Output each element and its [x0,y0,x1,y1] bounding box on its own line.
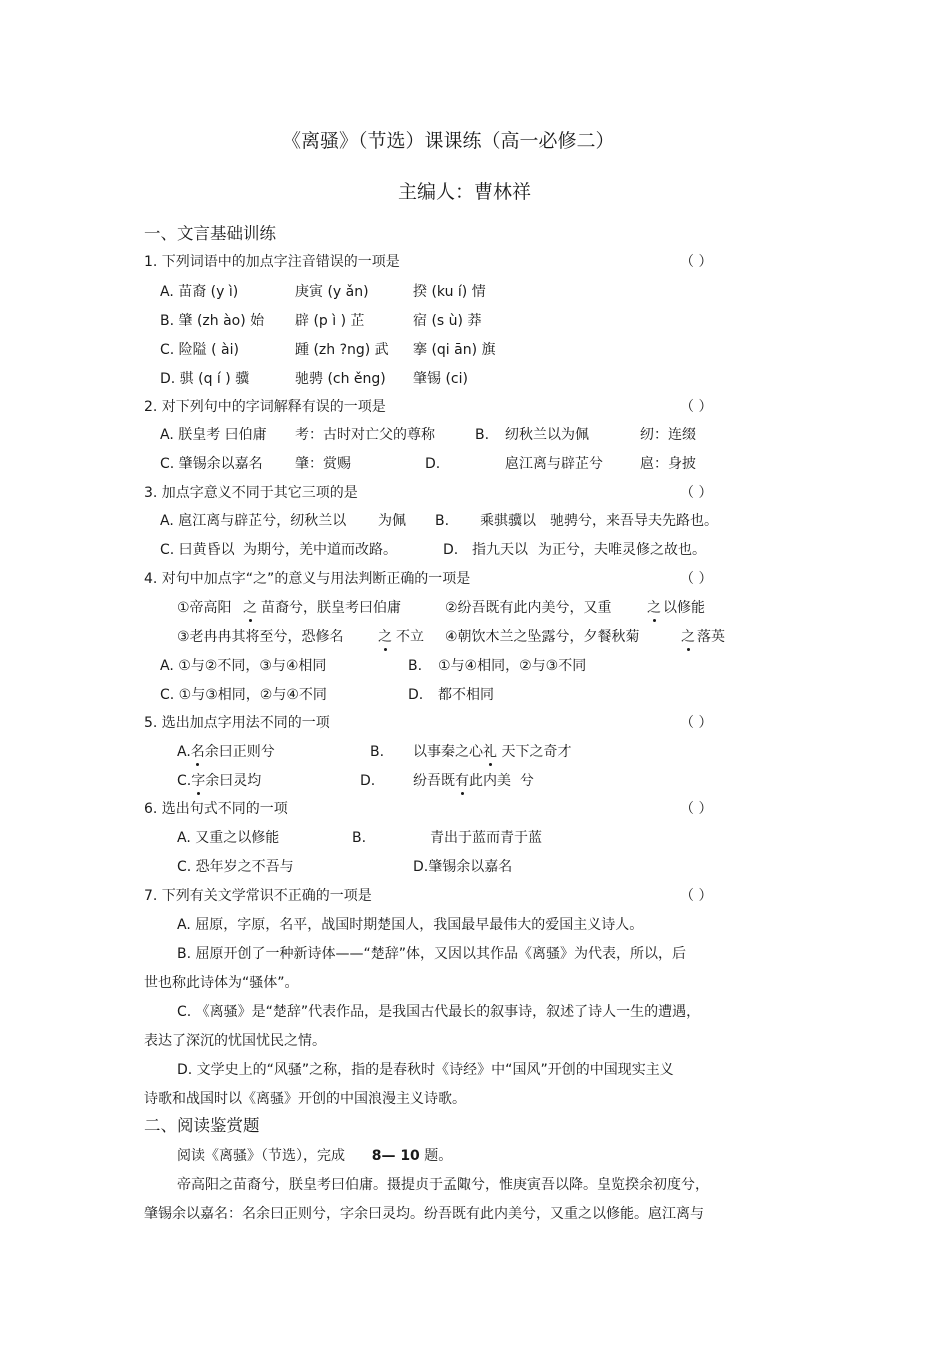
q1-option-b-1: B. 肇 (zh ào) 始 [160,313,265,329]
q1-option-a-1: A. 苗裔 (y ì) [160,284,239,300]
q5-option-b-label: B. [370,744,385,760]
q1-option-d-2: 驰骋 (ch ěng) [295,371,386,387]
q3-option-a-tail: 为佩 [378,513,406,529]
q4-sentence-1-marked: 之 [243,600,257,616]
q5-option-c: C.字余曰灵均 [177,773,262,789]
q7-option-b-line-1: B. 屈原开创了一种新诗体——“楚辞”体，又因以其作品《离骚》为代表，所以，后 [177,946,687,962]
q3-answer-blank[interactable]: （ ） [680,485,713,501]
q4-option-b-label: B. [408,658,423,674]
q4-answer-blank[interactable]: （ ） [680,571,713,587]
q3-option-a: A. 扈江离与辟芷兮，纫秋兰以 [160,513,347,529]
q4-sentence-4-tail: 落英 [697,629,725,645]
q4-sentence-2-head: ②纷吾既有此内美兮，又重 [445,600,612,616]
q7-option-c-line-2: 表达了深沉的忧国忧民之情。 [144,1033,326,1049]
q4-sentence-4-marked: 之 [681,629,695,645]
q6-answer-blank[interactable]: （ ） [680,801,713,817]
q4-sentence-2-tail: 以修能 [663,600,705,616]
q2-answer-blank[interactable]: （ ） [680,399,713,415]
q6-option-d: D.肇锡余以嘉名 [413,859,513,875]
q6-option-b-label: B. [352,830,367,846]
q3-option-d-label: D. [443,542,459,558]
q1-option-a-3: 揆 (ku í) 情 [413,284,486,300]
q2-option-a-gloss: 考：古时对亡父的尊称 [295,427,435,443]
q5-option-d: 纷吾既有此内美 兮 [413,773,534,789]
q3-option-c: C. 曰黄昏以 [160,542,235,558]
q7-option-d-line-2: 诗歌和战国时以《离骚》开创的中国浪漫主义诗歌。 [144,1091,466,1107]
q5-answer-blank[interactable]: （ ） [680,715,713,731]
q3-option-d-tail: 为正兮，夫唯灵修之故也。 [538,542,706,558]
q4-sentence-1-tail: 苗裔兮，朕皇考曰伯庸 [261,600,401,616]
q1-stem: 1. 下列词语中的加点字注音错误的一项是 [144,254,400,270]
q2-option-a: A. 朕皇考 曰伯庸 [160,427,267,443]
q5-option-a: A.名余曰正则兮 [177,744,275,760]
doc-title: 《离骚》（节选）课课练（高一必修二） [282,130,615,152]
q5-option-b: 以事秦之心礼 天下之奇才 [413,744,572,760]
editor-line: 主编人：曹林祥 [398,181,532,203]
q3-option-d: 指九天以 [472,542,528,558]
q7-option-d-line-1: D. 文学史上的“风骚”之称，指的是春秋时《诗经》中“国风”开创的中国现实主义 [177,1062,674,1078]
q3-option-c-tail: 为期兮，羌中道而改路。 [243,542,397,558]
q2-option-d: 扈江离与辟芷兮 [505,456,603,472]
section-heading-1: 一、文言基础训练 [144,224,276,243]
q6-option-b: 青出于蓝而青于蓝 [430,830,542,846]
q6-stem: 6. 选出句式不同的一项 [144,801,288,817]
q1-option-b-3: 宿 (s ù) 莽 [413,313,482,329]
q5-stem: 5. 选出加点字用法不同的一项 [144,715,330,731]
q4-option-b: ①与④相同，②与③不同 [438,658,587,674]
q1-option-c-1: C. 险隘 ( ài) [160,342,239,358]
q1-option-c-3: 搴 (qi ān) 旗 [413,342,496,358]
q7-option-b-line-2: 世也称此诗体为“骚体”。 [144,975,299,991]
q4-option-d-label: D. [408,687,424,703]
q1-option-c-2: 踵 (zh ?ng) 武 [295,342,389,358]
q4-stem: 4. 对句中加点字“之”的意义与用法判断正确的一项是 [144,571,471,587]
q3-stem: 3. 加点字意义不同于其它三项的是 [144,485,358,501]
q2-option-b-gloss: 纫：连缀 [640,427,696,443]
q1-answer-blank[interactable]: （ ） [680,254,713,270]
q2-option-c: C. 肇锡余以嘉名 [160,456,263,472]
q7-stem: 7. 下列有关文学常识不正确的一项是 [144,888,372,904]
section-heading-2: 二、阅读鉴赏题 [144,1116,260,1135]
q3-option-b-label: B. [435,513,450,529]
q6-option-c: C. 恐年岁之不吾与 [177,859,294,875]
q4-option-d: 都不相同 [438,687,494,703]
q2-stem: 2. 对下列句中的字词解释有误的一项是 [144,399,386,415]
q2-option-c-gloss: 肇：赏赐 [295,456,351,472]
q7-answer-blank[interactable]: （ ） [680,888,713,904]
q2-option-b-label: B. [475,427,490,443]
q4-sentence-3-head: ③老冉冉其将至兮，恐修名 [177,629,344,645]
q4-option-c: C. ①与③相同，②与④不同 [160,687,327,703]
q1-option-a-2: 庚寅 (y ǎn) [295,284,369,300]
q4-sentence-1-head: ①帝高阳 [177,600,232,616]
q2-option-b: 纫秋兰以为佩 [505,427,589,443]
q4-sentence-3-tail: 不立 [396,629,424,645]
q4-sentence-2-marked: 之 [647,600,661,616]
q1-option-d-3: 肇锡 (ci) [413,371,468,387]
reading-passage-line-1: 帝高阳之苗裔兮，朕皇考曰伯庸。摄提贞于孟陬兮，惟庚寅吾以降。皇览揆余初度兮， [177,1177,709,1193]
q4-sentence-3-marked: 之 [378,629,392,645]
q1-option-d-1: D. 骐 (q í ) 骥 [160,371,250,387]
q3-option-b-tail: 驰骋兮，来吾导夫先路也。 [550,513,718,529]
q4-sentence-4-head: ④朝饮木兰之坠露兮，夕餐秋菊 [445,629,640,645]
q5-option-d-label: D. [360,773,376,789]
q2-option-d-label: D. [425,456,441,472]
q6-option-a: A. 又重之以修能 [177,830,280,846]
q7-option-a: A. 屈原，字原，名平，战国时期楚国人，我国最早最伟大的爱国主义诗人。 [177,917,644,933]
q1-option-b-2: 辟 (p ì ) 芷 [295,313,365,329]
reading-intro: 阅读《离骚》（节选），完成 8— 10 题。 [177,1148,453,1164]
q2-option-d-gloss: 扈：身披 [640,456,696,472]
q3-option-b: 乘骐骥以 [480,513,536,529]
q7-option-c-line-1: C. 《离骚》是“楚辞”代表作品，是我国古代最长的叙事诗，叙述了诗人一生的遭遇， [177,1004,701,1020]
q4-option-a: A. ①与②不同，③与④相同 [160,658,327,674]
reading-passage-line-2: 肇锡余以嘉名：名余曰正则兮，字余曰灵均。纷吾既有此内美兮，又重之以修能。扈江离与 [144,1206,704,1222]
